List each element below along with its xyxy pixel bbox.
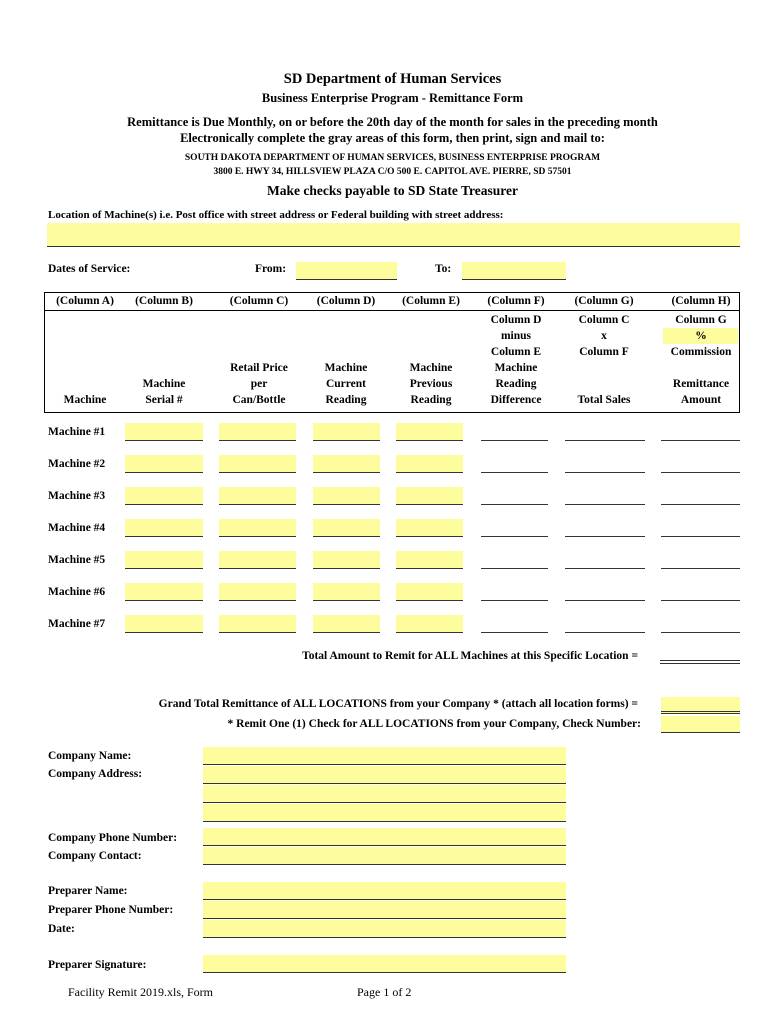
column-g-formula xyxy=(562,312,646,360)
company-address-label: Company Address: xyxy=(48,768,143,780)
machine-6-previous-reading-field[interactable] xyxy=(396,583,463,601)
machine-6-retail-price-field[interactable] xyxy=(219,583,296,601)
machine-5-retail-price-field[interactable] xyxy=(219,551,296,569)
date-from-field[interactable] xyxy=(296,262,397,280)
machine-1-difference-line xyxy=(481,440,548,441)
machine-2-difference-line xyxy=(481,472,548,473)
column-h-label xyxy=(660,376,742,408)
machine-6-current-reading-field[interactable] xyxy=(313,583,380,601)
column-h-formula xyxy=(660,312,742,360)
column-f-label-1: Machine xyxy=(494,362,538,374)
machine-6-total-sales-line xyxy=(565,600,645,601)
column-a-tag: (Column A) xyxy=(56,295,114,307)
column-f-label xyxy=(476,360,556,408)
column-f-formula-2: minus xyxy=(500,330,532,342)
company-name-label: Company Name: xyxy=(48,750,132,762)
column-f-label-3: Difference xyxy=(490,394,542,406)
check-number-field[interactable] xyxy=(661,716,740,733)
machine-5-difference-line xyxy=(481,568,548,569)
company-phone-field[interactable] xyxy=(203,828,566,846)
column-g-label: Total Sales xyxy=(577,394,631,406)
column-b-tag: (Column B) xyxy=(135,295,193,307)
machine-2-previous-reading-field[interactable] xyxy=(396,455,463,473)
machine-1-current-reading-field[interactable] xyxy=(313,423,380,441)
column-g-formula-2: x xyxy=(601,330,607,342)
column-b-label-2: Serial # xyxy=(145,394,183,406)
machine-1-remittance-line xyxy=(661,440,740,441)
column-f-label-2: Reading xyxy=(495,378,537,390)
machine-4-difference-line xyxy=(481,536,548,537)
machine-7-serial-field[interactable] xyxy=(125,615,203,633)
to-label: To: xyxy=(435,263,452,275)
column-e-label-3: Reading xyxy=(410,394,452,406)
machine-6-serial-field[interactable] xyxy=(125,583,203,601)
machine-2-serial-field[interactable] xyxy=(125,455,203,473)
location-field[interactable] xyxy=(47,223,740,247)
column-d-label xyxy=(306,360,386,408)
mail-address-line2: 3800 E. HWY 34, HILLSVIEW PLAZA C/O 500 E. CAPITOL AVE. PIERRE, SD 57501 xyxy=(213,167,572,177)
grand-total-label: Grand Total Remittance of ALL LOCATIONS from your Company * (attach all location forms) = xyxy=(158,698,638,710)
machine-row-label: Machine #6 xyxy=(48,586,106,598)
due-notice: Remittance is Due Monthly, on or before the 20th day of the month for sales in the preceding month xyxy=(127,115,658,129)
column-c-label-3: Can/Bottle xyxy=(232,394,286,406)
mail-address-line1: SOUTH DAKOTA DEPARTMENT OF HUMAN SERVICES, BUSINESS ENTERPRISE PROGRAM xyxy=(184,153,601,163)
company-name-field[interactable] xyxy=(203,747,566,765)
column-d-label-1: Machine xyxy=(324,362,368,374)
machine-3-difference-line xyxy=(481,504,548,505)
date-label: Date: xyxy=(48,923,75,935)
column-b-label xyxy=(126,376,202,408)
location-total-label: Total Amount to Remit for ALL Machines at this Specific Location = xyxy=(302,650,638,662)
machine-3-serial-field[interactable] xyxy=(125,487,203,505)
machine-2-retail-price-field[interactable] xyxy=(219,455,296,473)
machine-6-remittance-line xyxy=(661,600,740,601)
machine-2-remittance-line xyxy=(661,472,740,473)
machine-row-label: Machine #4 xyxy=(48,522,106,534)
machine-5-total-sales-line xyxy=(565,568,645,569)
preparer-phone-field[interactable] xyxy=(203,901,566,919)
company-contact-field[interactable] xyxy=(203,847,566,865)
machine-1-serial-field[interactable] xyxy=(125,423,203,441)
machine-3-remittance-line xyxy=(661,504,740,505)
machine-2-current-reading-field[interactable] xyxy=(313,455,380,473)
machine-7-previous-reading-field[interactable] xyxy=(396,615,463,633)
column-a-label: Machine xyxy=(63,394,107,406)
machine-row-label: Machine #3 xyxy=(48,490,106,502)
grand-total-underline xyxy=(661,711,740,712)
column-d-label-2: Current xyxy=(325,378,367,390)
column-h-formula-3: Commission xyxy=(670,346,732,358)
machine-3-previous-reading-field[interactable] xyxy=(396,487,463,505)
machine-3-total-sales-line xyxy=(565,504,645,505)
column-c-tag: (Column C) xyxy=(229,295,289,307)
preparer-name-field[interactable] xyxy=(203,882,566,900)
column-h-formula-1: Column G xyxy=(675,314,727,326)
machine-7-difference-line xyxy=(481,632,548,633)
machine-4-current-reading-field[interactable] xyxy=(313,519,380,537)
column-h-tag: (Column H) xyxy=(671,295,731,307)
column-f-formula-1: Column D xyxy=(490,314,542,326)
preparer-signature-field[interactable] xyxy=(203,955,566,973)
preparer-name-label: Preparer Name: xyxy=(48,885,128,897)
column-c-label-2: per xyxy=(250,378,268,390)
machine-4-serial-field[interactable] xyxy=(125,519,203,537)
column-d-tag: (Column D) xyxy=(316,295,376,307)
from-label: From: xyxy=(255,263,287,275)
dates-of-service-label: Dates of Service: xyxy=(48,263,131,275)
column-g-tag: (Column G) xyxy=(574,295,634,307)
check-number-label: * Remit One (1) Check for ALL LOCATIONS from your Company, Check Number: xyxy=(227,718,641,730)
page-subtitle: Business Enterprise Program - Remittance Form xyxy=(261,91,524,105)
column-c-label-1: Retail Price xyxy=(230,362,288,374)
company-address-field-3[interactable] xyxy=(203,804,566,822)
machine-row-label: Machine #1 xyxy=(48,426,106,438)
machine-1-retail-price-field[interactable] xyxy=(219,423,296,441)
location-label: Location of Machine(s) i.e. Post office with street address or Federal building with street address: xyxy=(48,209,504,221)
machine-4-previous-reading-field[interactable] xyxy=(396,519,463,537)
location-total-underline-2 xyxy=(660,663,740,664)
date-field[interactable] xyxy=(203,920,566,938)
company-phone-label: Company Phone Number: xyxy=(48,832,178,844)
preparer-signature-label: Preparer Signature: xyxy=(48,959,147,971)
column-b-label-1: Machine xyxy=(142,378,186,390)
machine-row-label: Machine #7 xyxy=(48,618,106,630)
company-address-field-1[interactable] xyxy=(203,766,566,784)
machine-row-label: Machine #5 xyxy=(48,554,106,566)
machine-7-current-reading-field[interactable] xyxy=(313,615,380,633)
column-f-formula xyxy=(476,312,556,360)
machine-5-previous-reading-field[interactable] xyxy=(396,551,463,569)
column-e-label-2: Previous xyxy=(409,378,453,390)
machine-3-retail-price-field[interactable] xyxy=(219,487,296,505)
machine-4-retail-price-field[interactable] xyxy=(219,519,296,537)
machine-7-total-sales-line xyxy=(565,632,645,633)
machine-4-total-sales-line xyxy=(565,536,645,537)
machine-4-remittance-line xyxy=(661,536,740,537)
column-h-label-1: Remittance xyxy=(672,378,730,390)
column-e-label xyxy=(392,360,470,408)
column-g-formula-1: Column C xyxy=(578,314,630,326)
machine-6-difference-line xyxy=(481,600,548,601)
column-c-label xyxy=(218,360,300,408)
footer-filename: Facility Remit 2019.xls, Form xyxy=(68,985,214,999)
machine-7-remittance-line xyxy=(661,632,740,633)
instructions: Electronically complete the gray areas of this form, then print, sign and mail to: xyxy=(180,131,605,145)
column-f-tag: (Column F) xyxy=(487,295,545,307)
company-address-field-2[interactable] xyxy=(203,785,566,803)
column-h-label-2: Amount xyxy=(680,394,722,406)
machine-row-label: Machine #2 xyxy=(48,458,106,470)
column-e-tag: (Column E) xyxy=(402,295,460,307)
company-contact-label: Company Contact: xyxy=(48,850,142,862)
date-to-field[interactable] xyxy=(462,262,566,280)
location-total-underline-1 xyxy=(660,660,740,661)
column-g-formula-3: Column F xyxy=(579,346,629,358)
machine-7-retail-price-field[interactable] xyxy=(219,615,296,633)
machine-5-serial-field[interactable] xyxy=(125,551,203,569)
column-f-formula-3: Column E xyxy=(490,346,542,358)
machine-1-previous-reading-field[interactable] xyxy=(396,423,463,441)
machine-5-remittance-line xyxy=(661,568,740,569)
column-d-label-3: Reading xyxy=(325,394,367,406)
column-header-divider xyxy=(45,310,739,311)
column-h-formula-2: % xyxy=(695,330,707,342)
machine-1-total-sales-line xyxy=(565,440,645,441)
page-title: SD Department of Human Services xyxy=(283,71,502,87)
preparer-phone-label: Preparer Phone Number: xyxy=(48,904,174,916)
column-e-label-1: Machine xyxy=(409,362,453,374)
payable-notice: Make checks payable to SD State Treasurer xyxy=(267,183,518,198)
footer-page-number: Page 1 of 2 xyxy=(357,985,412,999)
machine-3-current-reading-field[interactable] xyxy=(313,487,380,505)
machine-5-current-reading-field[interactable] xyxy=(313,551,380,569)
machine-2-total-sales-line xyxy=(565,472,645,473)
